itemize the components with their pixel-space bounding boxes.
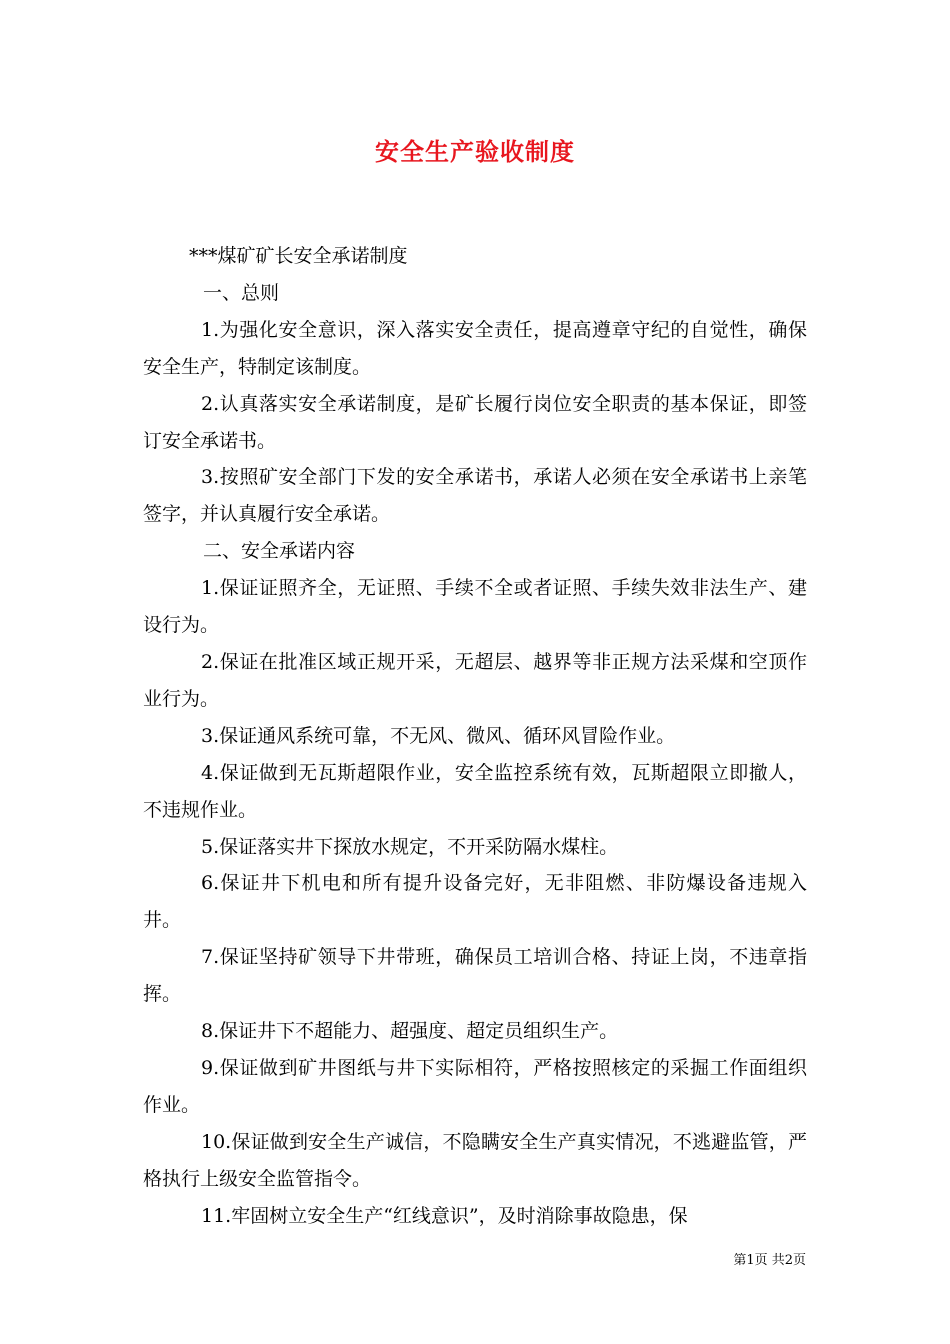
paragraph: 2.保证在批准区域正规开采，无超层、越界等非正规方法采煤和空顶作业行为。 [143,650,807,710]
paragraph: 3.保证通风系统可靠，不无风、微风、循环风冒险作业。 [201,724,676,747]
section-heading-general: 一、总则 [203,281,280,304]
paragraph: 1.为强化安全意识，深入落实安全责任，提高遵章守纪的自觉性，确保安全生产，特制定该制度。 [143,318,807,378]
document-title: 安全生产验收制度 [375,137,575,166]
paragraph: 8.保证井下不超能力、超强度、超定员组织生产。 [201,1020,619,1043]
document-subtitle: ***煤矿矿长安全承诺制度 [189,245,408,267]
paragraph: 5.保证落实井下探放水规定，不开采防隔水煤柱。 [201,835,619,858]
document-body [143,238,807,1234]
paragraph: 2.认真落实安全承诺制度，是矿长履行岗位安全职责的基本保证，即签订安全承诺书。 [143,392,807,452]
paragraph: 1.保证证照齐全，无证照、手续不全或者证照、手续失效非法生产、建设行为。 [143,577,807,637]
paragraph: 11.牢固树立安全生产“红线意识”，及时消除事故隐患，保 [201,1204,688,1227]
page-number: 第1页 共2页 [733,1253,806,1268]
paragraph: 10.保证做到安全生产诚信，不隐瞒安全生产真实情况，不逃避监管，严格执行上级安全监管指令。 [143,1130,807,1190]
paragraph: 6.保证井下机电和所有提升设备完好，无非阻燃、非防爆设备违规入井。 [143,872,807,932]
paragraph: 3.按照矿安全部门下发的安全承诺书，承诺人必须在安全承诺书上亲笔签字，并认真履行安全承诺。 [143,466,807,526]
paragraph: 9.保证做到矿井图纸与井下实际相符，严格按照核定的采掘工作面组织作业。 [143,1056,807,1116]
paragraph: 7.保证坚持矿领导下井带班，确保员工培训合格、持证上岗，不违章指挥。 [143,946,807,1006]
paragraph: 4.保证做到无瓦斯超限作业，安全监控系统有效，瓦斯超限立即撤人，不违规作业。 [143,761,807,821]
section-heading-commitments: 二、安全承诺内容 [203,540,356,563]
